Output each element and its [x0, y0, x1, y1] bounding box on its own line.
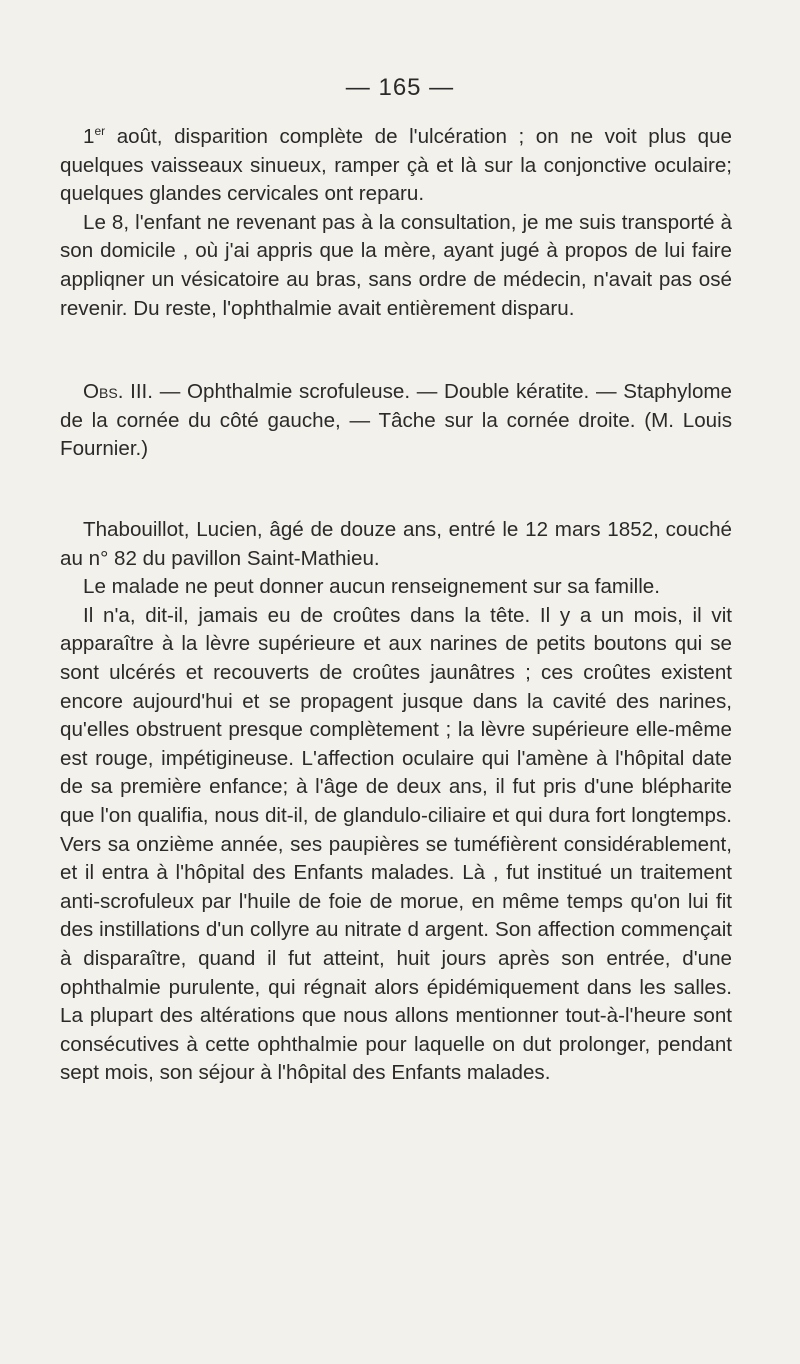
paragraph-home-visit: Le 8, l'enfant ne revenant pas à la consultation, je me suis transporté à son domicile , où j'ai appris que la mère, ayant jugé à propos de lui faire appliqner un vésicatoire au bras, sans ordre de médecin, n'avait pas osé revenir. Du reste, l'ophthalmie avait entièrement disparu.: [60, 210, 732, 320]
observation-title: [60, 378, 732, 464]
page-number: — 165 —: [345, 74, 455, 101]
observation-heading: [60, 378, 732, 464]
paragraph-patient: Thabouillot, Lucien, âgé de douze ans, entré le 12 mars 1852, couché au n° 82 du pavillon Saint-Mathieu.: [60, 518, 732, 570]
date-number: 1: [83, 125, 95, 148]
paragraph-history: Il n'a, dit-il, jamais eu de croûtes dans la tête. Il y a un mois, il vit apparaître à la lèvre supérieure et aux narines de petits boutons qui se sont ulcérés et recouverts de croûtes jaunâtres ; ces croûtes existent encore aujourd'hui et se propagent jusque dans la cavité des narines, qu'elles obstruent presque complètement ; la lèvre supérieure elle-même est rouge, impétigineuse. L'affection oculaire qui l'amène à l'hôpital date de sa première enfance; à l'âge de deux ans, il fut pris d'une blépharite que l'on qualifia, nous dit-il, de glandulo-ciliaire et qui dura fort longtemps. Vers sa onzième année, ses paupières se tuméfièrent considérablement, et il entra à l'hôpital des Enfants malades. Là , fut institué un traitement anti-scrofuleux par l'huile de foie de morue, en même temps qu'on lui fit des instillations d'un collyre au nitrate d argent. Son affection commençait à disparaître, quand il fut atteint, huit jours après son entrée, d'une ophthalmie purulente, qui régnait alors épidémiquement dans les salles. La plupart des altérations que nous allons mentionner tout-à-l'heure sont consécutives à cette ophthalmie pour laquelle on dut prolonger, pendant sept mois, son séjour à l'hôpital des Enfants malades.: [60, 603, 732, 1085]
paragraph-august: [60, 123, 732, 209]
paragraph-family: Le malade ne peut donner aucun renseignement sur sa famille.: [83, 575, 660, 599]
observation-description: — Ophthalmie scrofuleuse. — Double kératite. — Staphylome de la cornée du côté gauche, — Tâche sur la cornée droite. (M. Louis Fournier.): [60, 380, 732, 461]
observation-label: Obs. III.: [83, 380, 154, 403]
paragraph-text: août, disparition complète de l'ulcération ; on ne voit plus que quelques vaisseaux sinueux, ramper çà et là sur la conjonctive oculaire; quelques glandes cervicales ont reparu.: [60, 125, 732, 206]
text-block-top: [60, 123, 732, 323]
ordinal-superscript: er: [94, 124, 106, 139]
text-block-case: [60, 516, 732, 1088]
